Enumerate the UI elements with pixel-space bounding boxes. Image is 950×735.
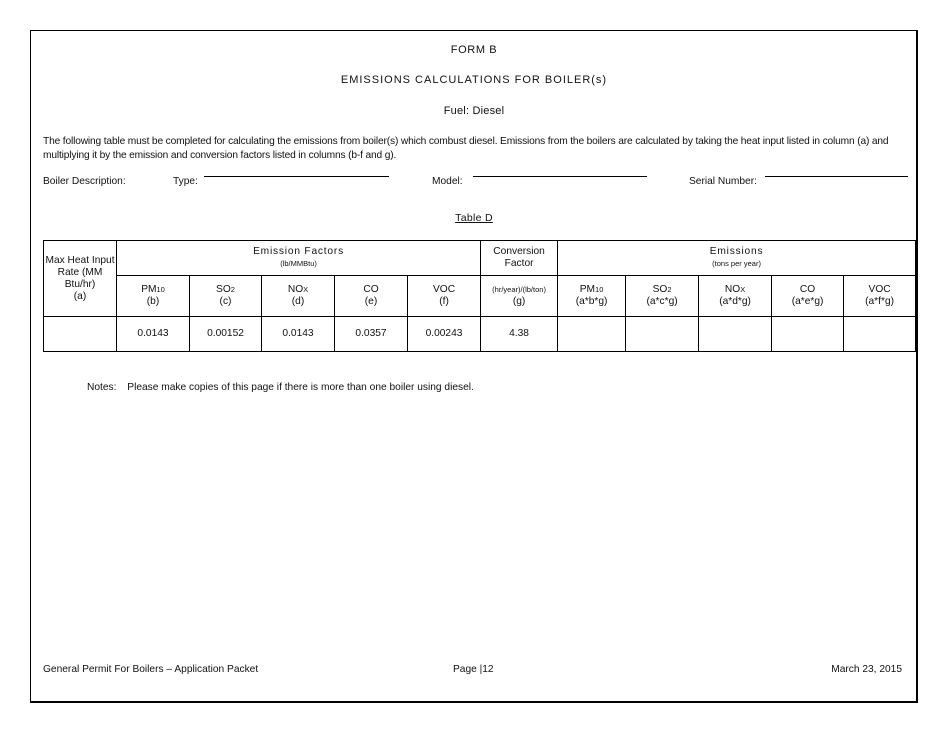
so2-emissions-header: SO2 (a*c*g) — [626, 276, 699, 317]
co-factor-cell: 0.0357 — [335, 317, 408, 352]
boiler-description-row — [43, 176, 908, 192]
type-label: Type: — [173, 176, 198, 187]
pm10-emissions-header: PM10 (a*b*g) — [558, 276, 626, 317]
table-row — [44, 317, 916, 352]
pm10-factor-header: PM10 (b) — [117, 276, 190, 317]
emissions-units: (tons per year) — [712, 259, 761, 268]
serial-number-label: Serial Number: — [689, 176, 757, 187]
notes-text: Please make copies of this page if there is more than one boiler using diesel. — [127, 382, 474, 393]
conversion-factor-header — [481, 241, 558, 276]
table-title: Table D — [455, 212, 493, 224]
voc-emissions-cell[interactable] — [844, 317, 916, 352]
so2-factor-header: SO2 (c) — [190, 276, 262, 317]
serial-number-field[interactable] — [765, 176, 908, 177]
so2-emissions-cell[interactable] — [626, 317, 699, 352]
nox-factor-header: NOX (d) — [262, 276, 335, 317]
fuel-label: Fuel: Diesel — [443, 105, 505, 117]
nox-emissions-cell[interactable] — [699, 317, 772, 352]
voc-emissions-header: VOC (a*f*g) — [844, 276, 916, 317]
boiler-description-label: Boiler Description: — [43, 176, 126, 187]
emissions-table — [43, 240, 916, 352]
page-number: Page |12 — [453, 664, 494, 675]
page-border — [30, 30, 918, 703]
co-emissions-cell[interactable] — [772, 317, 844, 352]
nox-emissions-header: NOX (a*d*g) — [699, 276, 772, 317]
instructions-paragraph: The following table must be completed for calculating the emissions from boiler(s) which combust diesel. Emissions from the boilers are calculated by taking the heat input listed in column (a) and multiplying it by the emission and conversion factors listed in columns (b-f and g). — [43, 136, 889, 161]
voc-factor-header: VOC (f) — [408, 276, 481, 317]
type-field[interactable] — [204, 176, 389, 177]
model-label: Model: — [432, 176, 463, 187]
conversion-units-header: (hr/year)/(lb/ton) (g) — [481, 276, 558, 317]
conversion-factor-cell: 4.38 — [481, 317, 558, 352]
pm10-emissions-cell[interactable] — [558, 317, 626, 352]
emission-factors-units: (lb/MMBtu) — [280, 259, 317, 268]
page-title: EMISSIONS CALCULATIONS FOR BOILER(s) — [340, 74, 608, 86]
co-emissions-header: CO (a*e*g) — [772, 276, 844, 317]
emissions-header — [558, 241, 916, 276]
pm10-factor-cell: 0.0143 — [117, 317, 190, 352]
footer-title: General Permit For Boilers – Application Packet — [43, 664, 259, 675]
model-field[interactable] — [473, 176, 647, 177]
conversion-factor-label: Conversion Factor — [493, 246, 545, 269]
notes — [87, 382, 474, 393]
so2-factor-cell: 0.00152 — [190, 317, 262, 352]
max-heat-cell[interactable] — [44, 317, 117, 352]
emission-factors-label: Emission Factors — [253, 246, 344, 257]
voc-factor-cell: 0.00243 — [408, 317, 481, 352]
max-heat-col-label: (a) — [73, 290, 87, 302]
footer-date: March 23, 2015 — [831, 664, 902, 675]
emission-factors-header — [117, 241, 481, 276]
emissions-label: Emissions — [709, 246, 764, 257]
co-factor-header: CO (e) — [335, 276, 408, 317]
notes-label: Notes: — [87, 382, 117, 393]
form-label: FORM B — [450, 44, 498, 56]
max-heat-header — [44, 241, 117, 317]
max-heat-label: Max Heat Input Rate (MM Btu/hr) — [45, 254, 115, 290]
nox-factor-cell: 0.0143 — [262, 317, 335, 352]
